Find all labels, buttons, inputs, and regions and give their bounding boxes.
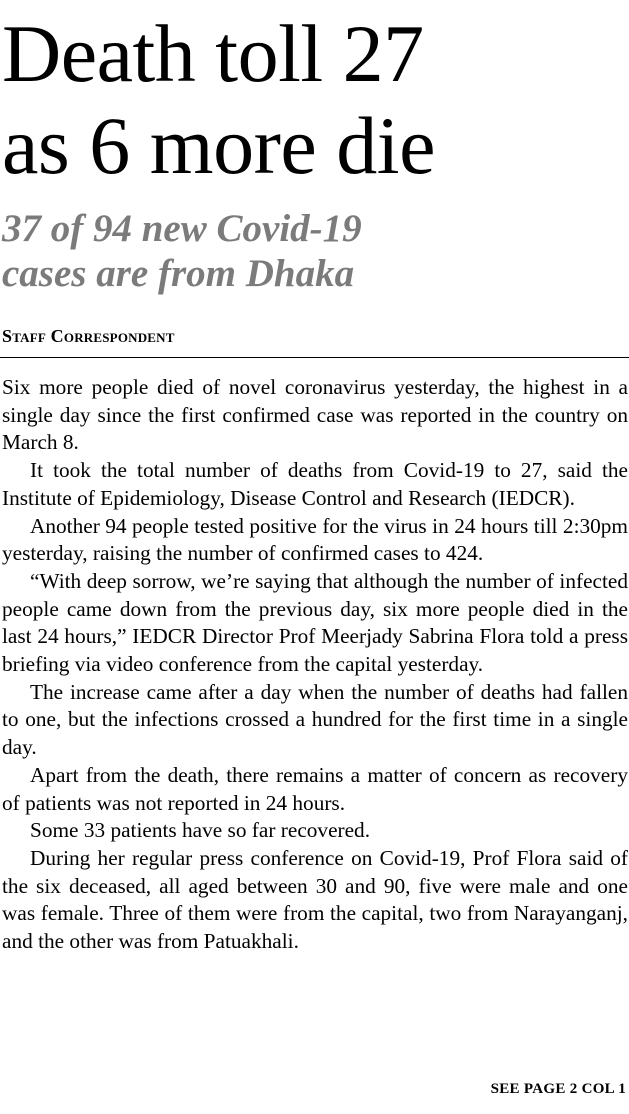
body-paragraph: “With deep sorrow, we’re saying that although the number of infected people came down from the previous day, six more people died in the last 24 hours,” IEDCR Director Prof Meerjady Sabrina Flora told a press briefing via video conference from the capital yesterday.: [2, 568, 628, 677]
body-paragraph: Another 94 people tested positive for the virus in 24 hours till 2:30pm yesterday, raising the number of confirmed cases to 424.: [2, 513, 628, 566]
byline: Staff Correspondent: [2, 326, 175, 346]
body-paragraph: Some 33 patients have so far recovered.: [30, 818, 371, 843]
body-paragraph: Six more people died of novel coronavirus yesterday, the highest in a single day since the first confirmed case was reported in the country on March 8.: [2, 375, 628, 455]
body-paragraph: Apart from the death, there remains a matter of concern as recovery of patients was not reported in 24 hours.: [2, 762, 628, 815]
body-paragraph: During her regular press conference on Covid-19, Prof Flora said of the six deceased, all aged between 30 and 90, five were male and one was female. Three of them were from the capital, two from Narayanganj, and the other was from Patuakhali.: [2, 845, 628, 954]
continuation-note: SEE PAGE 2 COL 1: [490, 1081, 626, 1097]
article-body: [2, 374, 628, 956]
byline-divider: [0, 357, 629, 358]
subheadline: [2, 206, 629, 296]
headline-line: as 6 more die: [2, 100, 435, 191]
subheadline-line: cases are from Dhaka: [2, 252, 355, 295]
headline-line: Death toll 27: [2, 8, 424, 99]
body-paragraph: It took the total number of deaths from Covid-19 to 27, said the Institute of Epidemiology, Disease Control and Research (IEDCR).: [2, 458, 628, 510]
subheadline-line: 37 of 94 new Covid-19: [2, 207, 362, 250]
headline: [2, 8, 629, 192]
body-paragraph: The increase came after a day when the number of deaths had fallen to one, but the infections crossed a hundred for the first time in a single day.: [2, 679, 628, 760]
